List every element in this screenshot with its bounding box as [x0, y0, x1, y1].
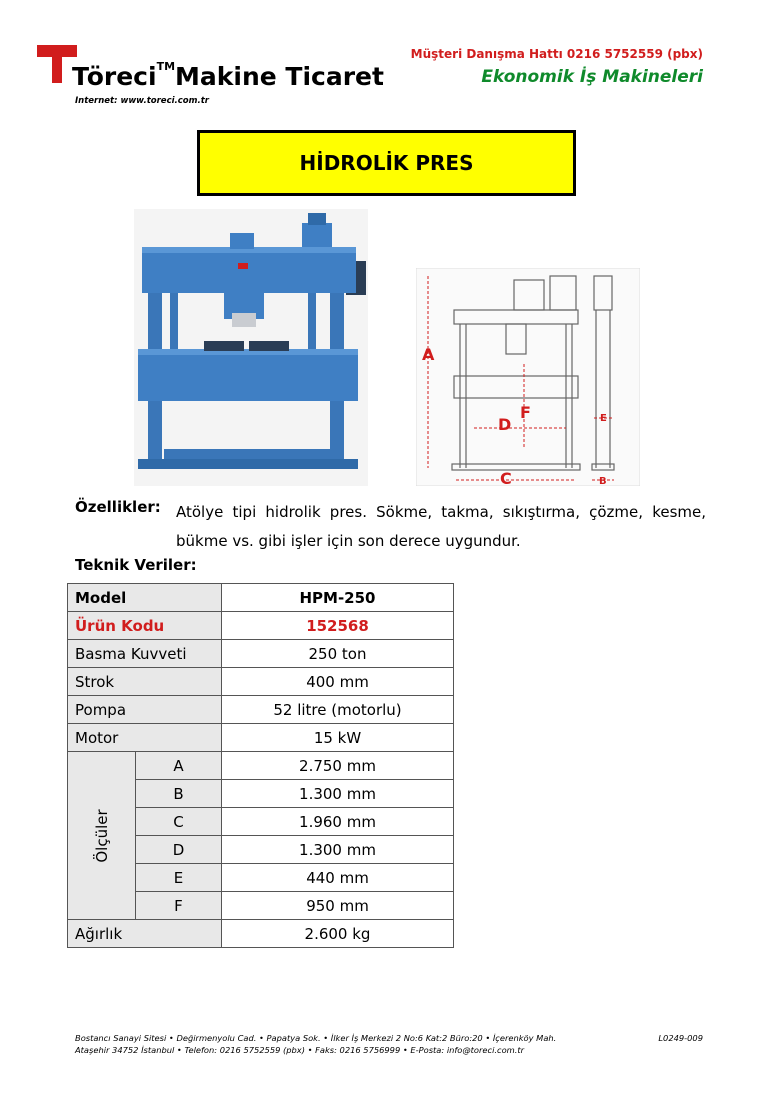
- hotline-text: Müşteri Danışma Hattı 0216 5752559 (pbx): [410, 47, 703, 61]
- spec-label: Pompa: [68, 696, 222, 724]
- table-row: [68, 724, 454, 752]
- table-row: [68, 640, 454, 668]
- dim-label-c: C: [500, 469, 512, 486]
- spec-label: Basma Kuvveti: [68, 640, 222, 668]
- dim-value: 2.750 mm: [222, 752, 454, 780]
- dim-label-a: A: [422, 345, 435, 364]
- table-row: [68, 668, 454, 696]
- dim-key: C: [136, 808, 222, 836]
- dim-label-e: E: [600, 413, 607, 424]
- footer-contact: Ataşehir 34752 İstanbul • Telefon: 0216 5752559 (pbx) • Faks: 0216 5756999 • E-Posta: info@toreci.com.tr: [75, 1045, 525, 1055]
- company-logo-icon: [37, 45, 77, 85]
- page-title: HİDROLİK PRES: [299, 151, 474, 175]
- table-row: [68, 696, 454, 724]
- product-photo: [134, 209, 368, 486]
- dim-value: 950 mm: [222, 892, 454, 920]
- spec-label: Strok: [68, 668, 222, 696]
- dim-key: D: [136, 836, 222, 864]
- dim-key: A: [136, 752, 222, 780]
- weight-label: Ağırlık: [68, 920, 222, 948]
- model-value: HPM-250: [222, 584, 454, 612]
- tech-data-label: Teknik Veriler:: [75, 556, 197, 574]
- title-box: [197, 130, 576, 196]
- dim-key: E: [136, 864, 222, 892]
- dim-value: 1.960 mm: [222, 808, 454, 836]
- spec-table: [67, 583, 454, 948]
- dimensions-label-cell: [68, 752, 136, 920]
- dimensions-label: Ölçüler: [92, 808, 111, 863]
- brand-name-main: Töreci: [72, 62, 157, 91]
- product-code-value: 152568: [222, 612, 454, 640]
- footer-address: Bostancı Sanayi Sitesi • Değirmenyolu Cad. • Papatya Sok. • İlker İş Merkezi 2 No:6 Kat:2 Büro:20 • İçerenköy Mah.: [75, 1033, 557, 1043]
- dim-key: F: [136, 892, 222, 920]
- spec-label: Motor: [68, 724, 222, 752]
- brand-name: [72, 62, 384, 91]
- slogan-text: Ekonomik İş Makineleri: [481, 67, 703, 87]
- table-row: [68, 920, 454, 948]
- spec-value: 250 ton: [222, 640, 454, 668]
- dim-label-b: B: [599, 476, 607, 486]
- product-code-label: Ürün Kodu: [68, 612, 222, 640]
- dim-label-f: F: [520, 403, 531, 422]
- dim-value: 1.300 mm: [222, 780, 454, 808]
- website-text: Internet: www.toreci.com.tr: [75, 96, 209, 106]
- dim-key: B: [136, 780, 222, 808]
- features-text: Atölye tipi hidrolik pres. Sökme, takma, sıkıştırma, çözme, kesme, bükme vs. gibi işler için son derece uygundur.: [176, 503, 706, 550]
- technical-drawing: [416, 268, 640, 486]
- dim-value: 440 mm: [222, 864, 454, 892]
- features-label: Özellikler:: [75, 498, 161, 516]
- spec-value: 400 mm: [222, 668, 454, 696]
- table-row: [68, 612, 454, 640]
- weight-value: 2.600 kg: [222, 920, 454, 948]
- spec-value: 15 kW: [222, 724, 454, 752]
- model-label: Model: [68, 584, 222, 612]
- document-code: L0249-009: [658, 1033, 703, 1043]
- spec-value: 52 litre (motorlu): [222, 696, 454, 724]
- table-row: [68, 584, 454, 612]
- brand-name-rest: Makine Ticaret: [175, 62, 384, 91]
- trademark-symbol: TM: [156, 60, 176, 73]
- dim-label-d: D: [498, 415, 512, 434]
- table-row: [68, 752, 454, 780]
- dim-value: 1.300 mm: [222, 836, 454, 864]
